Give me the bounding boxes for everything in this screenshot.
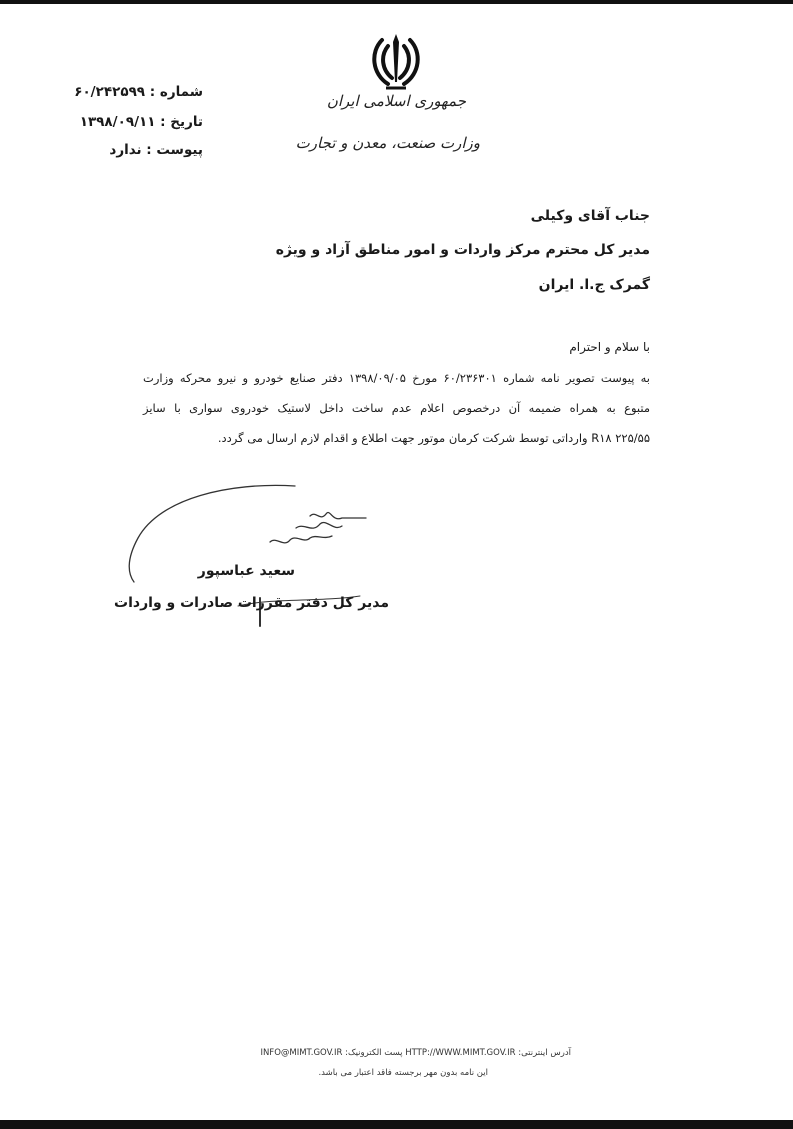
body-line-1: به پیوست تصویر نامه شماره ۶۰/۲۳۶۳۰۱ مورخ ۱۳۹۸/۰۹/۰۵ دفتر صنایع خودرو و نیرو محرکه وزارت bbox=[143, 371, 650, 385]
body-line-3: R۱۸ ۲۲۵/۵۵ وارداتی توسط شرکت کرمان موتور جهت اطلاع و اقدام لازم ارسال می گردد. bbox=[217, 431, 650, 445]
signer-name: سعید عباسپور bbox=[197, 563, 295, 579]
ministry-name: وزارت صنعت، معدن و تجارت bbox=[295, 134, 480, 152]
letter-date: تاریخ : ۱۳۹۸/۰۹/۱۱ bbox=[79, 114, 203, 130]
recipient-title: مدیر کل محترم مرکز واردات و امور مناطق آزاد و ویژه bbox=[275, 242, 650, 258]
recipient-organization: گمرک ج.ا. ایران bbox=[538, 277, 650, 293]
scan-edge-top bbox=[0, 0, 793, 4]
greeting: با سلام و احترام bbox=[569, 340, 650, 354]
republic-name: جمهوری اسلامی ایران bbox=[326, 92, 466, 110]
signer-title: مدیر کل دفتر مقررات صادرات و واردات bbox=[114, 595, 389, 611]
footer-contact: آدرس اینترنتی: HTTP://WWW.MIMT.GOV.IR پست الکترونیک: INFO@MIMT.GOV.IR bbox=[260, 1048, 571, 1058]
iran-emblem-icon bbox=[368, 30, 424, 92]
letter-number: شماره : ۶۰/۲۴۲۵۹۹ bbox=[74, 84, 203, 100]
recipient-name: جناب آقای وکیلی bbox=[530, 208, 650, 224]
body-line-2: متبوع به همراه ضمیمه آن درخصوص اعلام عدم ساخت داخل لاستیک خودروی سواری با سایز bbox=[143, 401, 650, 415]
letter-attachment: پیوست : ندارد bbox=[109, 142, 203, 158]
footer-note: این نامه بدون مهر برجسته فاقد اعتبار می باشد. bbox=[318, 1068, 488, 1078]
scan-edge-bottom bbox=[0, 1120, 793, 1129]
